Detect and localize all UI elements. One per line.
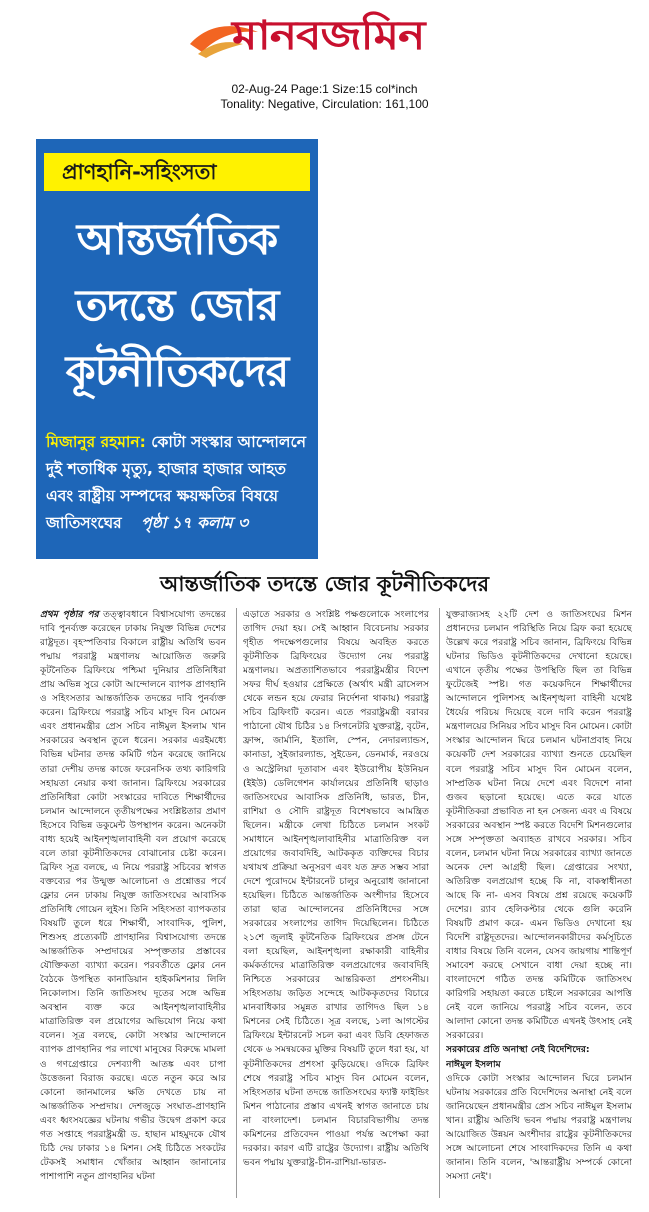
article-column-1: [40, 608, 226, 1198]
headline-title-line: কূটনীতিকদের: [65, 347, 289, 397]
headline-title-line: তদন্তে জোর: [75, 281, 279, 331]
column-text: ওদিকে কোটা সংস্কার আন্দোলন ঘিরে চলমান ঘটনায় সরকারের প্রতি বিদেশিদের অনাস্থা নেই বলে জানিয়েছেন প্রধানমন্ত্রীর প্রেস সচিব নাঈমুল ইসলাম খান। রাষ্ট্রীয় অতিথি ভবন পদ্মায় পররাষ্ট্র মন্ত্রণালয় আয়োজিত উন্নয়ন অংশীদার রাষ্ট্রের কূটনীতিকদের সঙ্গে আলোচনা শেষে সাংবাদিকদের তিনি এ কথা জানান। তিনি বলেন, 'আন্তরাষ্ট্রীয় সম্পর্কে কোনো সমস্যা নেই'।: [446, 1072, 632, 1182]
headline-deck: [46, 429, 312, 537]
column-divider: [439, 608, 440, 1198]
column-divider: [236, 608, 237, 1198]
continuation-lead: প্রথম পৃষ্ঠার পর: [40, 609, 99, 620]
column-text: যুক্তরাজ্যসহ ২২টি দেশ ও জাতিসংঘের মিশন প্রধানদের চলমান পরিস্থিতি নিয়ে ব্রিফ করা হয়েছে উল্লেখ করে পররাষ্ট্র সচিব জানান, ব্রিফিংয়ে বিভিন্ন ঘটনার ভিডিও কূটনীতিকদের দেখানো হয়েছে। এখানে তৃতীয় পক্ষের উপস্থিতি ছিল তা বিভিন্ন ফুটেজেই স্পষ্ট। গত কয়েকদিনে শিক্ষার্থীদের আন্দোলনে পুলিশসহ আইনশৃঙ্খলা বাহিনী যথেষ্ট ধৈর্যের পরিচয় দিয়েছে বলে দাবি করেন পররাষ্ট্র মন্ত্রণালয়ের সিনিয়র সচিব মাসুদ বিন মোমেন। কোটা সংস্কার আন্দোলন ঘিরে চলমান ঘটনাপ্রবাহ নিয়ে কয়েকটি দেশ সরকারের ব্যাখ্যা শুনতে চেয়েছিল বলে পররাষ্ট্র সচিব মাসুদ বিন মোমেন বলেন, সাম্প্রতিক ঘটনা নিয়ে দেশে এবং বিদেশে নানা গুজব ছড়ানো হয়েছে। এতে করে যাতে কূটনীতিকরা প্রভাবিত না হন সেজন্য এবং এ বিষয়ে সরকারের অবস্থান স্পষ্ট করতে বিদেশি মিশনগুলোর সঙ্গে সম্পৃক্ততা অব্যাহত রাখবে সরকার। সচিব বলেন, চলমান ঘটনা নিয়ে সরকারের ব্যাখ্যা জানতে অনেক দেশ আগ্রহী ছিল। গ্রেপ্তারের সংখ্যা, অতিরিক্ত বলপ্রয়োগ হচ্ছে কি না, বাকস্বাধীনতা আছে কি না- এসব বিষয়ে প্রশ্ন রয়েছে কয়েকটি দেশের। র‌্যাব হেলিকপ্টার থেকে গুলি করেনি বিষয়টি প্রমাণ করে- এমন ভিডিও দেখানো হয় বিদেশি রাষ্ট্রদূতদের। আন্দোলনকারীদের কর্মসূচিতে বাধার বিষয়ে তিনি বলেন, যেসব জায়গায় শান্তিপূর্ণ সমাবেশ করছে সেখানে বাধা দেয়া হচ্ছে না। বাংলাদেশে গঠিত তদন্ত কমিটিকে জাতিসংঘ কারিগরি সহায়তা করতে চাইলে সরকারের আপত্তি নেই বলে জানিয়ে পররাষ্ট্র সচিব বলেন, তবে আলাদা কোনো তদন্ত কমিটিতে এখনই উৎসাহ নেই সরকারের।: [446, 609, 632, 1042]
subhead-byline: নাঈমুল ইসলাম: [446, 1058, 501, 1070]
article-column-2: [243, 608, 429, 1198]
headline-box: [36, 139, 318, 559]
article-column-3: [446, 608, 632, 1198]
headline-title: [40, 207, 314, 405]
newspaper-logo: মানবজমিন: [232, 12, 425, 59]
headline-title-line: আন্তর্জাতিক: [76, 215, 278, 265]
clip-meta-date-size: 02-Aug-24 Page:1 Size:15 col*inch: [231, 82, 418, 96]
article-body: [40, 608, 630, 1198]
continued-page-reference: পৃষ্ঠা ১৭ কলাম ৩: [141, 514, 249, 532]
column-text: এড়াতে সরকার ও সংশ্লিষ্ট পক্ষগুলোকে সংলাপের তাগিদ দেয়া হয়। সেই আহ্বান বিবেচনায় সরকার গৃহীত পদক্ষেপগুলোর বিষয়ে অবহিত করতে কূটনীতিক ব্রিফিংয়ের উদ্যোগ নেয় পররাষ্ট্র মন্ত্রণালয়। অপ্রত্যাশিতভাবে পররাষ্ট্রমন্ত্রীর বিদেশ সফর দীর্ঘ হওয়ার প্রেক্ষিতে (অর্থাৎ মন্ত্রী ব্রাসেলস থেকে লন্ডন হয়ে ফেরার নির্দেশনা থাকায়) পররাষ্ট্র সচিব ব্রিফিংটি করেন। এতে পররাষ্ট্রমন্ত্রী বরাবর পাঠানো যৌথ চিঠির ১৪ সিগনেটরি যুক্তরাষ্ট্র, বৃটেন, ফ্রান্স, জার্মানি, ইতালি, স্পেন, নেদারল্যান্ডস, কানাডা, সুইজারল্যান্ড, সুইডেন, ডেনমার্ক, নরওয়ে ও অস্ট্রেলিয়া দূতাবাস এবং ইউরোপীয় ইউনিয়ন (ইইউ) ডেলিগেশন কার্যালয়ের প্রতিনিধি ছাড়াও জাতিসংঘের আবাসিক প্রতিনিধি, ভারত, চীন, রাশিয়া ও সৌদি রাষ্ট্রদূত বিশেষভাবে আমন্ত্রিত ছিলেন। মন্ত্রীকে লেখা চিঠিতে চলমান সংকট সমাধানে আইনশৃঙ্খলাবাহিনীর মাত্রাতিরিক্ত বল প্রয়োগের জবাবদিহি, আটককৃত ব্যক্তিদের বিচার যথাযথ প্রক্রিয়া অনুসরণ এবং যত দ্রুত সম্ভব সারা দেশে পুরোদমে ইন্টারনেট চালুর অনুরোধ জানানো হয়েছিল। চিঠিতে আন্তর্জাতিক অংশীদার হিসেবে তারা ছাত্র আন্দোলনের প্রতিনিধিদের সঙ্গে সরকারের সংলাপের তাগিদ দিয়েছিলেন। চিঠিতে ২১শে জুলাই কূটনৈতিক ব্রিফিংয়ের প্রসঙ্গ টেনে বলা হয়েছিল, আইনশৃঙ্খলা রক্ষাকারী বাহিনীর কর্মকর্তাদের মাত্রাতিরিক্ত বলপ্রয়োগের জবাবদিহি নিশ্চিতে সরকারের আন্তরিকতা প্রশংসনীয়। সহিংসতায় জড়িত সন্দেহে আটককৃতদের বিচারে মানবাধিকার সমুন্নত রাখার তাগিদও ছিল ১৪ মিশনের সেই চিঠিতে। সূত্র বলছে, ১লা আগস্টের ব্রিফিংয়ে ইন্টারনেট সচল করা এবং ডিবি হেফাজত থেকে ৬ সমন্বয়কের মুক্তির বিষয়টি তুলে ধরা হয়, যা কূটনীতিকদের প্রশংসা কুড়িয়েছে। ওদিকে ব্রিফিং শেষে পররাষ্ট্র সচিব মাসুদ বিন মোমেন বলেন, সহিংসতার ঘটনা তদন্তে জাতিসংঘের ফ্যাক্ট ফাইন্ডিং মিশন পাঠানোর প্রস্তাব এখনই স্বাগত জানাতে চায় না বাংলাদেশ। চলমান বিচারবিভাগীয় তদন্ত কমিশনের প্রতিবেদন পাওয়া পর্যন্ত অপেক্ষা করা দরকার। কারণ এটি রাষ্ট্রের উদ্যোগ। রাষ্ট্রীয় অতিথি ভবন পদ্মায় যুক্তরাষ্ট্র-চীন-রাশিয়া-ভারত-: [243, 609, 429, 1168]
article-title: আন্তর্জাতিক তদন্তে জোর কূটনীতিকদের: [159, 572, 490, 596]
headline-kicker: প্রাণহানি-সহিংসতা: [44, 153, 310, 191]
masthead: [0, 0, 649, 111]
clip-meta-tonality: Tonality: Negative, Circulation: 161,100: [220, 97, 429, 111]
deck-text: কোটা সংস্কার আন্দোলনে দুই শতাধিক মৃত্যু, হাজার হাজার আহত এবং রাষ্ট্রীয় সম্পদের ক্ষয়ক্ষতির বিষয়ে জাতিসংঘের: [46, 433, 306, 532]
subhead: সরকারের প্রতি অনাস্থা নেই বিদেশিদের:: [446, 1044, 590, 1056]
reporter-name: মিজানুর রহমান:: [46, 433, 146, 451]
column-text: তত্ত্বাবধানে বিশ্বাসযোগ্য তদন্তের দাবি পুনর্ব্যক্ত করেছেন ঢাকায় নিযুক্ত বিভিন্ন দেশের রাষ্ট্রদূত। বৃহস্পতিবার বিকালে রাষ্ট্রীয় অতিথি ভবন পদ্মায় পররাষ্ট্র মন্ত্রণালয় আয়োজিত জরুরি কূটনৈতিক ব্রিফিংয়ে পশ্চিমা দুনিয়ার প্রতিনিধিরা প্রায় অভিন্ন সুরে কোটা আন্দোলনে ব্যাপক প্রাণহানি ও সহিংসতার আন্তর্জাতিক তদন্তের দাবি পুনর্ব্যক্ত করেন। ব্রিফিংয়ে পররাষ্ট্র সচিব মাসুদ বিন মোমেন এবং প্রধানমন্ত্রীর প্রেস সচিব নাঈমুল ইসলাম খান সরকারের অবস্থান তুলে ধরেন। সরকার এরইমধ্যে বিভিন্ন ঘটনার তদন্ত কমিটি গঠন করেছে জানিয়ে তারা দেশীয় তদন্ত কাজে ফরেনসিক তথ্য কারিগরি সহায়তা নেয়ার কথা জানান। ব্রিফিংয়ে সরকারের প্রতিনিধিরা কোটা সংস্কারের দাবিতে শিক্ষার্থীদের চলমান আন্দোলনে তৃতীয়পক্ষের সংশ্লিষ্টতার প্রমাণ হিসেবে বিভিন্ন ডকুমেন্ট উপস্থাপন করেন। অনেকটা বাধ্য হয়েই আইনশৃঙ্খলাবাহিনী বল প্রয়োগ করেছে বলে তারা কূটনীতিকদের বোঝানোর চেষ্টা করেন। ব্রিফিং সূত্র বলছে, এ নিয়ে পররাষ্ট্র সচিবের স্বাগত বক্তব্যের পর উন্মুক্ত আলোচনা ও প্রশ্নোত্তর পর্বে ফ্লোর নেন ঢাকায় নিযুক্ত জাতিসংঘের আবাসিক প্রতিনিধি গোয়েন লুইস। তিনি সহিংসতা ব্যাপকতার বিষয়টি তুলে ধরে শিক্ষার্থী, সাংবাদিক, পুলিশ, শিশুসহ প্রত্যেকটি প্রাণহানির বিশ্বাসযোগ্য তদন্তে আন্তর্জাতিক সম্প্রদায়ের সম্পৃক্ততার প্রস্তাবের যৌক্তিকতা ব্যাখ্যা করেন। পরবর্তীতে ফ্লোর নেন বৈঠকে উপস্থিত কানাডিয়ান হাইকমিশনার লিলি নিকোলাস। তিনি জাতিসংঘ দূতের সঙ্গে অভিন্ন অবস্থান ব্যক্ত করে আইনশৃঙ্খলাবাহিনীর মাত্রাতিরিক্ত বল প্রয়োগের অভিযোগ নিয়ে কথা বলেন। সূত্র বলছে, কোটা সংস্কার আন্দোলনে ব্যাপক প্রাণহানির পর লাখো মানুষের বিরুদ্ধে মামলা ও গণগ্রেপ্তারে দেশব্যাপী আতঙ্ক এবং চাপা উত্তেজনা বিরাজ করছে। এতে নতুন করে আর কোনো জানমালের ক্ষতি দেখতে চায় না আন্তর্জাতিক সম্প্রদায়। দেশজুড়ে সংঘাত-প্রাণহানি এবং ধ্বংসযজ্ঞের ঘটনায় গভীর উদ্বেগ প্রকাশ করে গত সপ্তাহে পররাষ্ট্রমন্ত্রী ড. হাছান মাহমুদকে যৌথ চিঠি দেয় ঢাকার ১৪ মিশন। সেই চিঠিতে সংকটের টেকসই সমাধান খোঁজার আহ্বান জানানোর পাশাপাশি নতুন প্রাণহানির ঘটনা: [40, 609, 226, 1182]
